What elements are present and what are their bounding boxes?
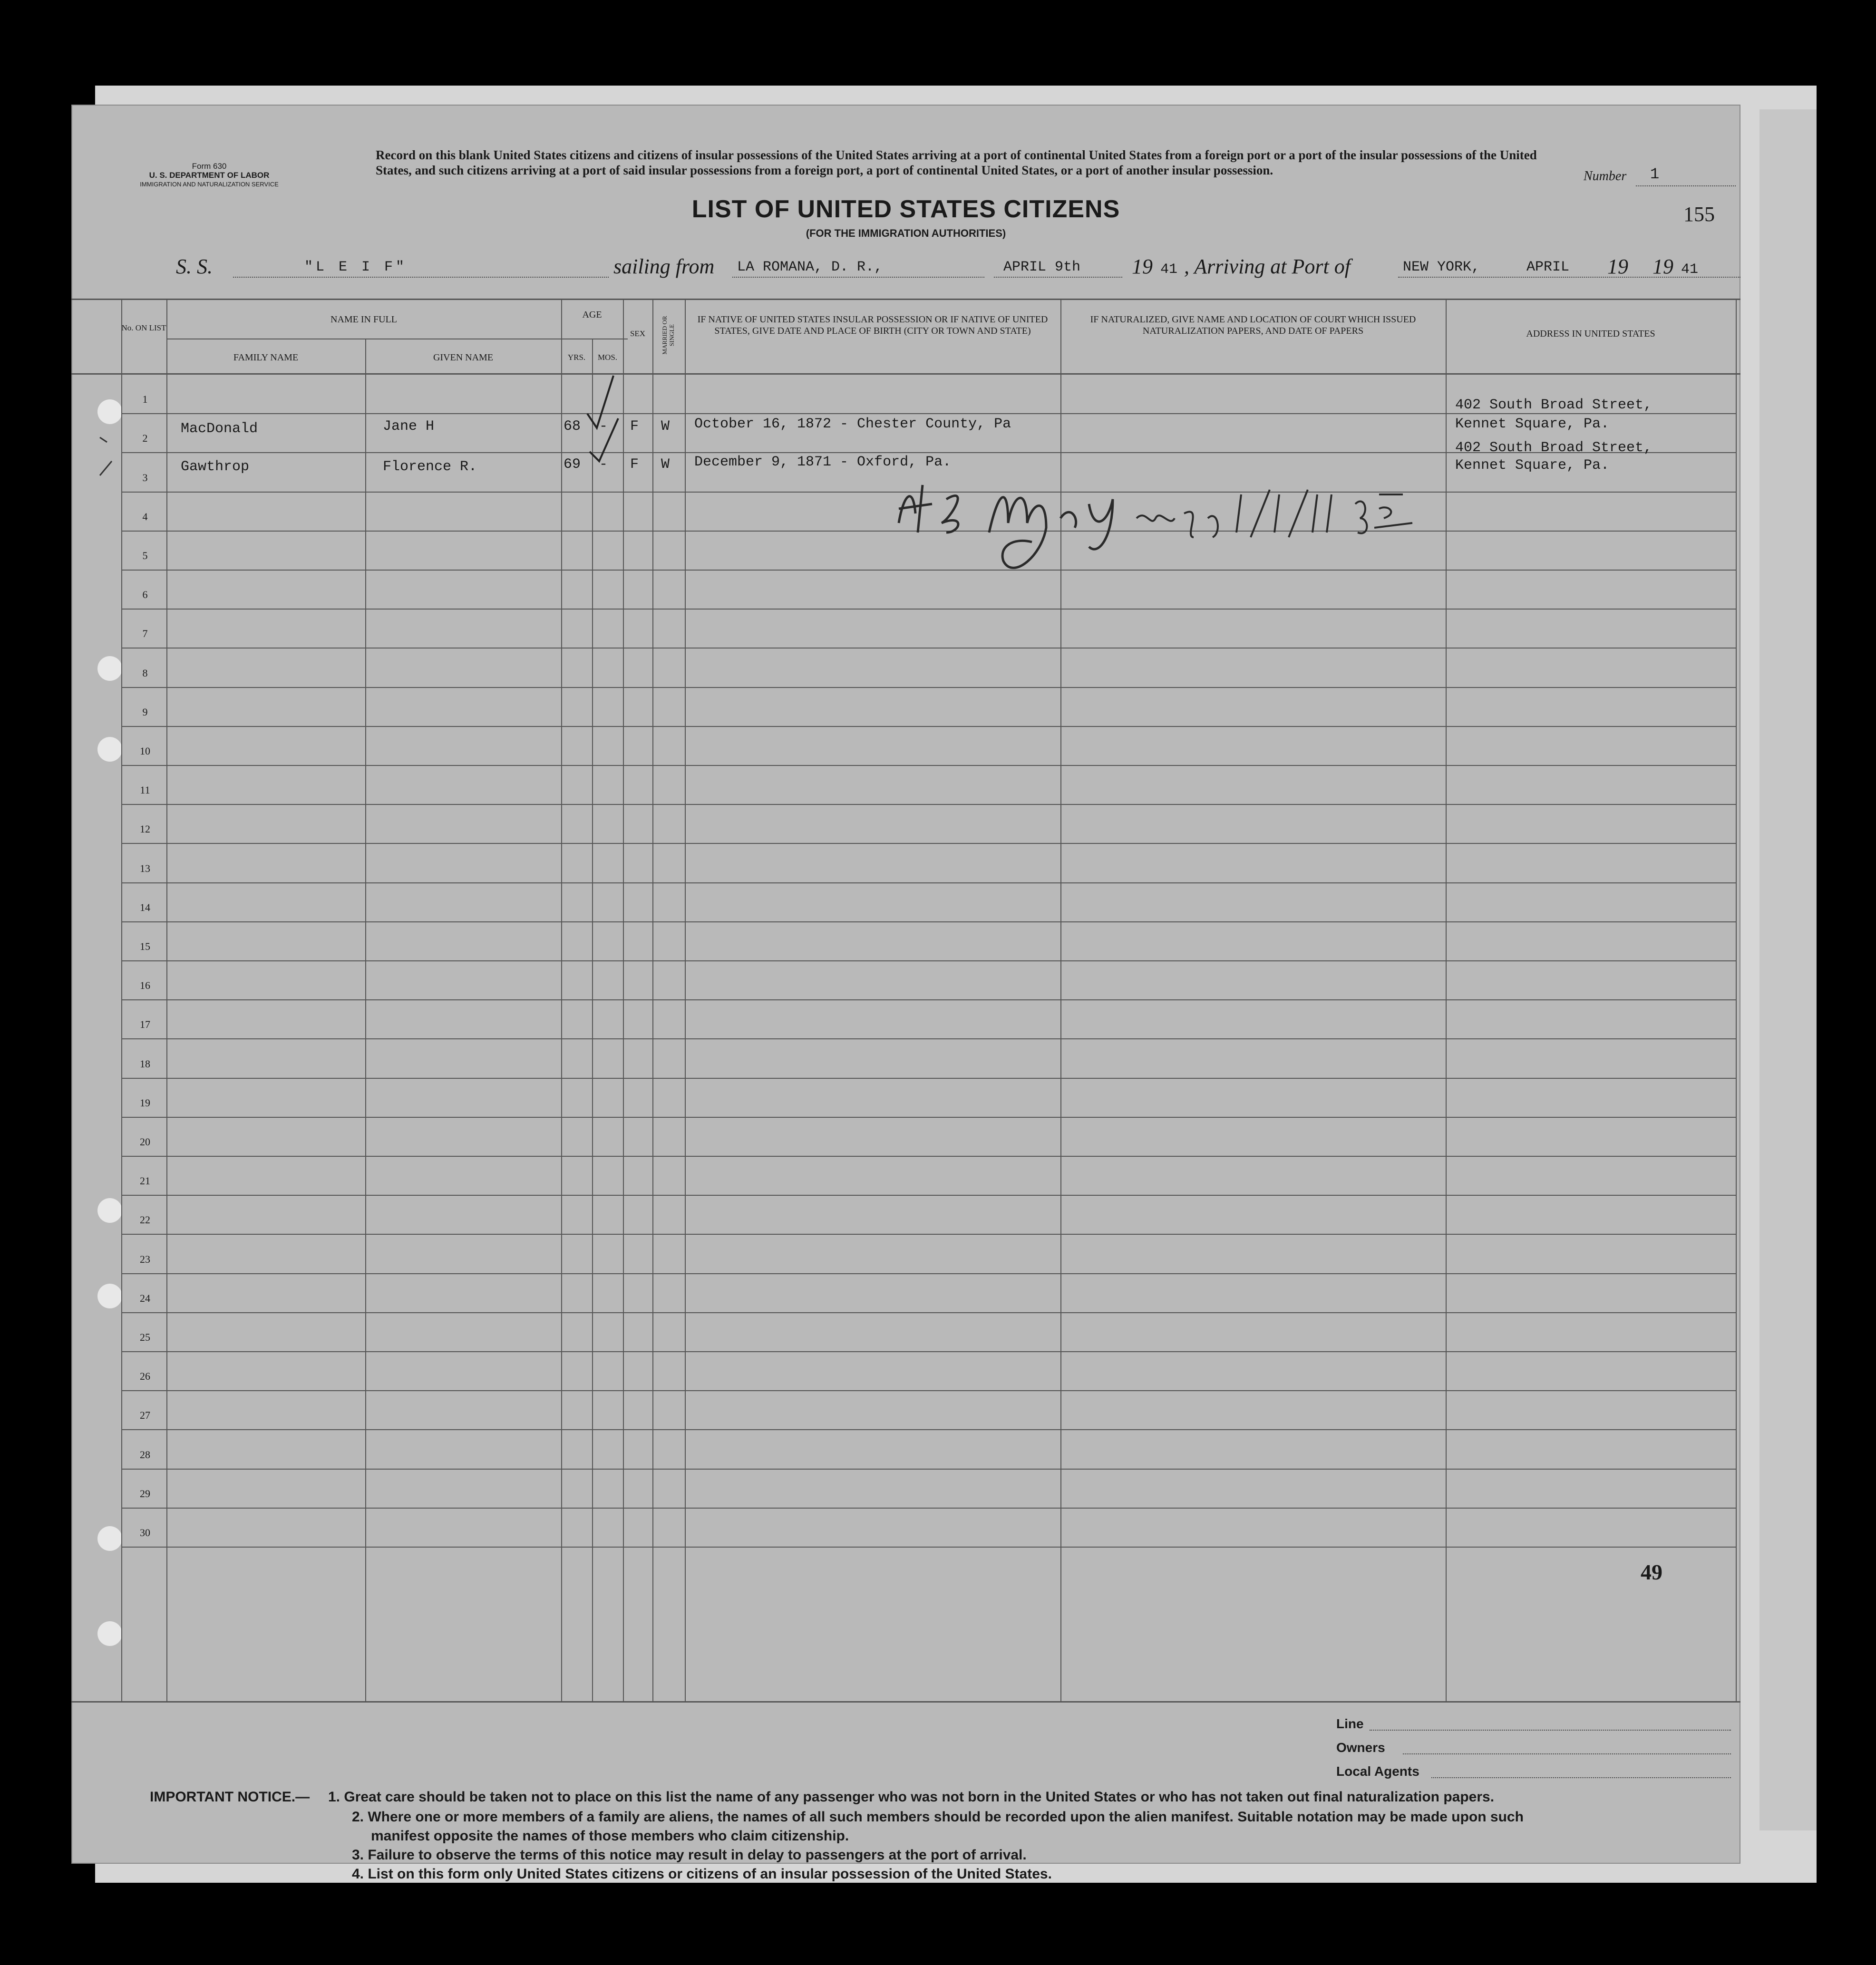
row-rule [121, 1469, 1736, 1470]
row-number: 5 [142, 550, 148, 561]
row-number: 1 [142, 393, 148, 405]
entry-1-given-name: Jane H [383, 418, 435, 435]
notice-2b: manifest opposite the names of those members who claim citizenship. [371, 1828, 849, 1844]
bottom-page-number: 49 [1641, 1560, 1662, 1584]
service: IMMIGRATION AND NATURALIZATION SERVICE [140, 181, 279, 188]
sailing-from: LA ROMANA, D. R., [737, 259, 883, 275]
table-top-border [71, 299, 1740, 300]
entry-1-mos: - [599, 418, 608, 435]
form-identification [138, 162, 281, 189]
header-mos: MOS. [597, 353, 618, 362]
page-subtitle: (FOR THE IMMIGRATION AUTHORITIES) [806, 227, 1006, 239]
line-label: Line [1336, 1716, 1364, 1731]
row-number: 22 [140, 1214, 150, 1226]
row-number: 9 [142, 706, 148, 718]
sailing-from-line [732, 277, 984, 278]
arrival-port: NEW YORK, [1403, 259, 1480, 275]
row-number: 24 [140, 1292, 150, 1304]
row-rule [121, 1312, 1736, 1313]
row-rule [121, 648, 1736, 649]
row-rule [121, 843, 1736, 844]
number-underline [1636, 185, 1736, 186]
col-border [365, 339, 366, 1701]
row-number: 13 [140, 862, 150, 874]
header-family-name: FAMILY NAME [233, 352, 299, 363]
number-label: Number [1584, 169, 1627, 184]
row-rule [121, 960, 1736, 961]
row-number: 27 [140, 1409, 150, 1421]
header-no-on-list: No. ON LIST [121, 323, 166, 332]
ship-name: "L E I F" [304, 259, 408, 275]
row-number: 23 [140, 1253, 150, 1265]
row-rule [121, 765, 1736, 766]
departure-date-line [994, 277, 1122, 278]
row-rule [121, 1351, 1736, 1352]
department: U. S. DEPARTMENT OF LABOR [149, 171, 270, 180]
punch-hole [97, 656, 122, 681]
arrival-year-suffix: 41 [1681, 261, 1699, 278]
header-age: AGE [582, 310, 602, 320]
ship-name-line [233, 277, 609, 278]
checkmark-icon [585, 371, 632, 466]
punch-hole [97, 737, 122, 762]
entry-2-birth: December 9, 1871 - Oxford, Pa. [694, 454, 952, 470]
entry-2-address-line2: Kennet Square, Pa. [1455, 457, 1610, 474]
notice-4: 4. List on this form only United States citizens or citizens of an insular possession of the United States. [352, 1866, 1052, 1882]
row-rule [121, 1038, 1736, 1039]
row-rule [121, 1273, 1736, 1274]
entry-1-sex: F [630, 418, 639, 435]
entry-2-sex: F [630, 456, 639, 473]
row-rule [121, 1234, 1736, 1235]
line-field [1370, 1730, 1731, 1731]
entry-1-yrs: 68 [564, 418, 581, 435]
row-number: 20 [140, 1136, 150, 1148]
row-rule [121, 1078, 1736, 1079]
punch-hole [97, 1198, 122, 1223]
row-number: 21 [140, 1175, 150, 1187]
header-bottom-border [71, 373, 1740, 375]
form-number: Form 630 [192, 162, 227, 171]
row-rule [121, 882, 1736, 883]
header-native: IF NATIVE OF UNITED STATES INSULAR POSSESSION OR IF NATIVE OF UNITED STATES, GIVE DATE AND PLACE OF BIRTH (CITY OR TOWN AND STATE) [697, 314, 1048, 336]
row-rule [121, 921, 1736, 922]
row-number: 19 [140, 1097, 150, 1109]
row-number: 17 [140, 1018, 150, 1030]
departure-year-suffix: 41 [1160, 261, 1178, 278]
owners-field [1403, 1753, 1731, 1754]
row-rule [121, 1547, 1736, 1548]
col-border [592, 339, 593, 1701]
row-rule [121, 1156, 1736, 1157]
header-address: ADDRESS IN UNITED STATES [1526, 329, 1655, 339]
row-number: 25 [140, 1331, 150, 1343]
row-number: 26 [140, 1370, 150, 1382]
row-rule [121, 1390, 1736, 1391]
table-bottom-border [71, 1701, 1740, 1703]
punch-hole [97, 1526, 122, 1551]
punch-hole [97, 1284, 122, 1308]
page-title: LIST OF UNITED STATES CITIZENS [691, 195, 1120, 223]
row-rule [121, 1195, 1736, 1196]
departure-date: APRIL 9th [1003, 259, 1081, 275]
inspector-signature [889, 466, 1460, 575]
arrival-day: 19 [1607, 255, 1628, 278]
entry-1-status: W [661, 418, 670, 435]
agents-field [1431, 1777, 1731, 1778]
arriving-label: , Arriving at Port of [1184, 255, 1351, 278]
row-number: 18 [140, 1058, 150, 1070]
entry-2-address-line1: 402 South Broad Street, [1455, 440, 1652, 456]
entry-2-yrs: 69 [564, 456, 581, 473]
header-yrs: YRS. [567, 353, 586, 362]
entry-2-family-name: Gawthrop [181, 459, 250, 475]
ss-label: S. S. [176, 255, 213, 278]
row-number: 15 [140, 940, 150, 952]
arrival-month: APRIL [1526, 259, 1570, 275]
row-number: 28 [140, 1449, 150, 1461]
row-number: 7 [142, 628, 148, 639]
agents-label: Local Agents [1336, 1764, 1419, 1779]
notice-2a: 2. Where one or more members of a family are aliens, the names of all such members should be recorded upon the alien manifest. Suitable notation may be made upon such [352, 1809, 1524, 1825]
record-note: Record on this blank United States citizens and citizens of insular possessions of the United States arriving at a port of continental United States from a foreign port or a port of the insular possessions of the United States, and such citizens arriving at a port of said insular possessions from a foreign port, a port of continental United States, or a port of another insular possession. [376, 148, 1537, 177]
row-rule [121, 1508, 1736, 1509]
entry-2-status: W [661, 456, 670, 473]
row-number: 8 [142, 667, 148, 679]
header-name-in-full: NAME IN FULL [330, 314, 397, 325]
row-number: 12 [140, 823, 150, 835]
row-rule [121, 1429, 1736, 1430]
manifest-form [71, 105, 1740, 1882]
row-number: 16 [140, 979, 150, 991]
row-rule [121, 609, 1736, 610]
header-naturalized: IF NATURALIZED, GIVE NAME AND LOCATION OF COURT WHICH ISSUED NATURALIZATION PAPERS, AND DATE OF PAPERS [1090, 314, 1416, 336]
row-rule [121, 687, 1736, 688]
entry-2-given-name: Florence R. [383, 459, 477, 475]
notice-heading: IMPORTANT NOTICE.— [150, 1789, 310, 1805]
row-rule [121, 999, 1736, 1000]
entry-1-family-name: MacDonald [181, 421, 258, 437]
notice-1: 1. Great care should be taken not to place on this list the name of any passenger who was not born in the United States or who has not taken out final naturalization papers. [328, 1789, 1495, 1805]
departure-year-prefix: 19 [1132, 255, 1153, 278]
punch-hole [97, 1621, 122, 1646]
header-given-name: GIVEN NAME [433, 352, 494, 363]
sailing-from-label: sailing from [613, 255, 715, 278]
header-married-single: MARRIED OR SINGLE [661, 316, 675, 355]
row-number: 3 [142, 472, 148, 484]
row-number: 2 [142, 432, 148, 444]
col-border [1736, 299, 1737, 1701]
notice-3: 3. Failure to observe the terms of this notice may result in delay to passengers at the port of arrival. [352, 1847, 1027, 1863]
row-number: 11 [140, 784, 150, 796]
row-number: 4 [142, 511, 148, 523]
row-rule [121, 413, 1736, 414]
row-number: 30 [140, 1527, 150, 1539]
arrival-year-prefix: 19 [1652, 255, 1673, 278]
row-number: 14 [140, 901, 150, 913]
owners-label: Owners [1336, 1740, 1385, 1755]
entry-1-address-line1: 402 South Broad Street, [1455, 397, 1652, 413]
row-rule [121, 1117, 1736, 1118]
row-rule [121, 726, 1736, 727]
background-sheet-edge [1759, 109, 1817, 1830]
entry-1-birth: October 16, 1872 - Chester County, Pa [694, 416, 1011, 432]
entry-1-address-line2: Kennet Square, Pa. [1455, 416, 1610, 432]
row-number: 10 [140, 745, 150, 757]
row-number: 6 [142, 589, 148, 600]
row-rule [121, 804, 1736, 805]
row-number: 29 [140, 1488, 150, 1500]
entry-2-mos: - [599, 456, 608, 473]
header-sex: SEX [630, 329, 646, 338]
page-number: 155 [1683, 203, 1715, 226]
number-value: 1 [1650, 165, 1660, 183]
tick-mark-icon [97, 409, 126, 485]
